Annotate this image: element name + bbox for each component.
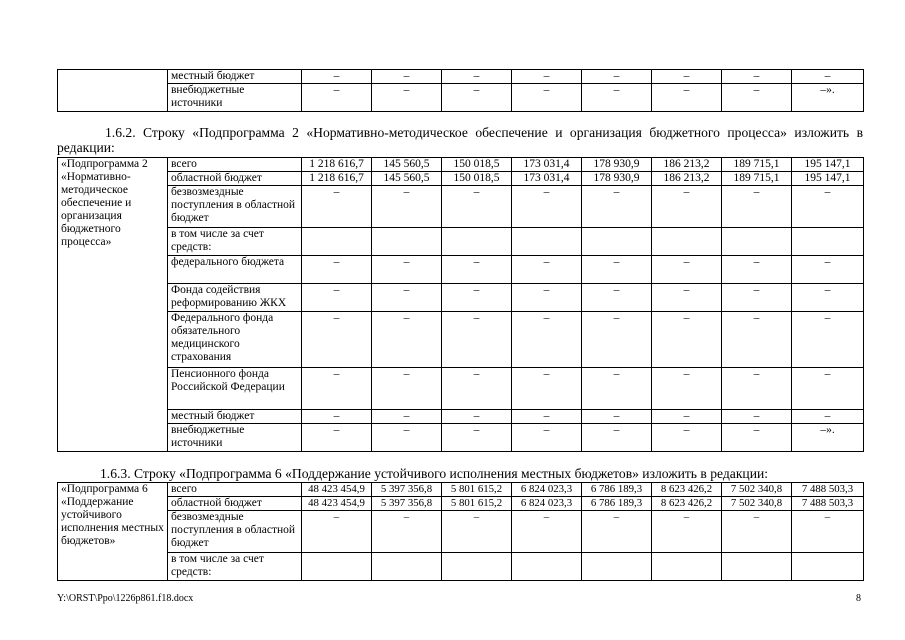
value-cell: – — [582, 186, 652, 228]
value-cell: – — [442, 70, 512, 84]
value-cell — [372, 553, 442, 581]
table-row — [58, 70, 864, 84]
value-cell: – — [652, 312, 722, 368]
value-cell: – — [722, 284, 792, 312]
value-cell: 7 502 340,8 — [722, 497, 792, 511]
file-path: Y:\ORST\Ppo\1226p861.f18.docx — [57, 593, 194, 604]
value-cell: – — [302, 368, 372, 410]
value-cell: – — [442, 312, 512, 368]
value-cell: – — [302, 410, 372, 424]
value-cell: – — [372, 186, 442, 228]
table-row — [58, 553, 864, 581]
row-label: Фонда содействия реформированию ЖКХ — [168, 284, 302, 312]
value-cell: 1 218 616,7 — [302, 158, 372, 172]
value-cell: – — [722, 424, 792, 452]
row-label: внебюджетные источники — [168, 424, 302, 452]
value-cell: – — [792, 511, 864, 553]
value-cell: 178 930,9 — [582, 158, 652, 172]
value-cell: – — [302, 84, 372, 112]
value-cell: 48 423 454,9 — [302, 483, 372, 497]
value-cell — [792, 553, 864, 581]
value-cell: – — [722, 186, 792, 228]
table-row — [58, 497, 864, 511]
value-cell: – — [442, 511, 512, 553]
value-cell: – — [652, 256, 722, 284]
value-cell: 145 560,5 — [372, 158, 442, 172]
value-cell: 186 213,2 — [652, 158, 722, 172]
row-label: Федерального фонда обязательного медицинского страхования — [168, 312, 302, 368]
value-cell: 1 218 616,7 — [302, 172, 372, 186]
value-cell: – — [372, 511, 442, 553]
value-cell: – — [652, 511, 722, 553]
value-cell: – — [652, 284, 722, 312]
value-cell: – — [512, 511, 582, 553]
value-cell — [722, 553, 792, 581]
value-cell: – — [302, 284, 372, 312]
value-cell: – — [372, 424, 442, 452]
value-cell: – — [722, 70, 792, 84]
value-cell: – — [302, 312, 372, 368]
row-label: областной бюджет — [168, 497, 302, 511]
value-cell: – — [652, 410, 722, 424]
value-cell: – — [302, 70, 372, 84]
value-cell: – — [582, 368, 652, 410]
value-cell: – — [372, 256, 442, 284]
section-heading-162: 1.6.2. Строку «Подпрограмма 2 «Нормативно-методическое обеспечение и организация бюджетного процесса» изложить в редакции: — [57, 125, 863, 155]
value-cell — [512, 553, 582, 581]
value-cell: 178 930,9 — [582, 172, 652, 186]
row-label: в том числе за счет средств: — [168, 228, 302, 256]
value-cell: – — [652, 70, 722, 84]
value-cell: 186 213,2 — [652, 172, 722, 186]
row-label: всего — [168, 483, 302, 497]
value-cell: – — [722, 256, 792, 284]
value-cell: 6 824 023,3 — [512, 483, 582, 497]
value-cell: – — [372, 284, 442, 312]
value-cell: – — [582, 70, 652, 84]
table-row — [58, 483, 864, 497]
value-cell: 195 147,1 — [792, 172, 864, 186]
value-cell: 48 423 454,9 — [302, 497, 372, 511]
value-cell: 7 488 503,3 — [792, 497, 864, 511]
table-row — [58, 84, 864, 112]
value-cell: 6 786 189,3 — [582, 483, 652, 497]
value-cell — [512, 228, 582, 256]
program-name-cell: «Подпрограмма 6 «Поддержание устойчивого исполнения местных бюджетов» — [58, 483, 168, 581]
value-cell: – — [722, 368, 792, 410]
table-row — [58, 256, 864, 284]
row-label: безвозмездные поступления в областной бюджет — [168, 511, 302, 553]
row-label: безвозмездные поступления в областной бюджет — [168, 186, 302, 228]
table-row — [58, 228, 864, 256]
value-cell: 189 715,1 — [722, 158, 792, 172]
value-cell: 195 147,1 — [792, 158, 864, 172]
value-cell: 6 786 189,3 — [582, 497, 652, 511]
value-cell: – — [652, 424, 722, 452]
value-cell: – — [792, 312, 864, 368]
value-cell: – — [512, 70, 582, 84]
value-cell: – — [302, 256, 372, 284]
value-cell: 145 560,5 — [372, 172, 442, 186]
value-cell: 5 397 356,8 — [372, 497, 442, 511]
table-row — [58, 172, 864, 186]
value-cell: 189 715,1 — [722, 172, 792, 186]
table-row — [58, 186, 864, 228]
value-cell: – — [512, 410, 582, 424]
value-cell: – — [652, 186, 722, 228]
table-row — [58, 158, 864, 172]
row-label: федерального бюджета — [168, 256, 302, 284]
value-cell: –». — [792, 84, 864, 112]
value-cell: – — [722, 312, 792, 368]
value-cell — [652, 553, 722, 581]
value-cell: – — [652, 368, 722, 410]
value-cell: – — [792, 284, 864, 312]
table-row — [58, 511, 864, 553]
value-cell: 7 502 340,8 — [722, 483, 792, 497]
value-cell — [442, 228, 512, 256]
value-cell: – — [512, 368, 582, 410]
value-cell — [582, 553, 652, 581]
row-label: внебюджетные источники — [168, 84, 302, 112]
row-label: в том числе за счет средств: — [168, 553, 302, 581]
table-row — [58, 424, 864, 452]
value-cell: – — [792, 410, 864, 424]
value-cell: – — [442, 368, 512, 410]
value-cell: – — [372, 70, 442, 84]
value-cell: –». — [792, 424, 864, 452]
value-cell: – — [582, 84, 652, 112]
value-cell: – — [512, 84, 582, 112]
value-cell: 173 031,4 — [512, 172, 582, 186]
value-cell: – — [512, 186, 582, 228]
value-cell: – — [302, 511, 372, 553]
value-cell: – — [302, 424, 372, 452]
value-cell: – — [442, 410, 512, 424]
value-cell: – — [792, 70, 864, 84]
value-cell — [302, 228, 372, 256]
program-name-cell — [58, 70, 168, 112]
value-cell: 8 623 426,2 — [652, 497, 722, 511]
table-row — [58, 368, 864, 410]
program-name-cell: «Подпрограмма 2 «Нормативно-методическое обеспечение и организация бюджетного процесса» — [58, 158, 168, 452]
value-cell: – — [652, 84, 722, 112]
value-cell: – — [442, 284, 512, 312]
value-cell — [582, 228, 652, 256]
value-cell: – — [512, 424, 582, 452]
subprogram-6-table — [57, 482, 864, 581]
value-cell: – — [442, 186, 512, 228]
value-cell: – — [512, 312, 582, 368]
value-cell: – — [582, 410, 652, 424]
value-cell: 173 031,4 — [512, 158, 582, 172]
value-cell — [722, 228, 792, 256]
value-cell: – — [372, 84, 442, 112]
value-cell: – — [792, 368, 864, 410]
value-cell: – — [722, 511, 792, 553]
value-cell: – — [722, 84, 792, 112]
value-cell: – — [372, 312, 442, 368]
value-cell: – — [582, 511, 652, 553]
value-cell: – — [582, 424, 652, 452]
section-heading-163: 1.6.3. Строку «Подпрограмма 6 «Поддержание устойчивого исполнения местных бюджетов» изложить в редакции: — [100, 466, 769, 481]
value-cell — [652, 228, 722, 256]
value-cell: – — [442, 424, 512, 452]
value-cell — [372, 228, 442, 256]
table-row — [58, 410, 864, 424]
value-cell: – — [722, 410, 792, 424]
value-cell: – — [442, 84, 512, 112]
continuation-table — [57, 69, 864, 112]
subprogram-2-table — [57, 157, 864, 452]
value-cell: 150 018,5 — [442, 172, 512, 186]
table-row — [58, 284, 864, 312]
value-cell — [792, 228, 864, 256]
value-cell: – — [442, 256, 512, 284]
value-cell: – — [512, 284, 582, 312]
table-row — [58, 312, 864, 368]
value-cell: 6 824 023,3 — [512, 497, 582, 511]
value-cell — [302, 553, 372, 581]
page-number: 8 — [856, 593, 861, 604]
value-cell: – — [792, 186, 864, 228]
row-label: местный бюджет — [168, 70, 302, 84]
value-cell: 5 801 615,2 — [442, 497, 512, 511]
value-cell: 7 488 503,3 — [792, 483, 864, 497]
value-cell: – — [512, 256, 582, 284]
value-cell: – — [302, 186, 372, 228]
row-label: местный бюджет — [168, 410, 302, 424]
row-label: всего — [168, 158, 302, 172]
value-cell: – — [582, 284, 652, 312]
value-cell: – — [372, 368, 442, 410]
value-cell: – — [582, 312, 652, 368]
value-cell: 5 801 615,2 — [442, 483, 512, 497]
row-label: Пенсионного фонда Российской Федерации — [168, 368, 302, 410]
row-label: областной бюджет — [168, 172, 302, 186]
value-cell: – — [792, 256, 864, 284]
value-cell: – — [582, 256, 652, 284]
value-cell: 5 397 356,8 — [372, 483, 442, 497]
value-cell: 150 018,5 — [442, 158, 512, 172]
value-cell: 8 623 426,2 — [652, 483, 722, 497]
value-cell — [442, 553, 512, 581]
value-cell: – — [372, 410, 442, 424]
